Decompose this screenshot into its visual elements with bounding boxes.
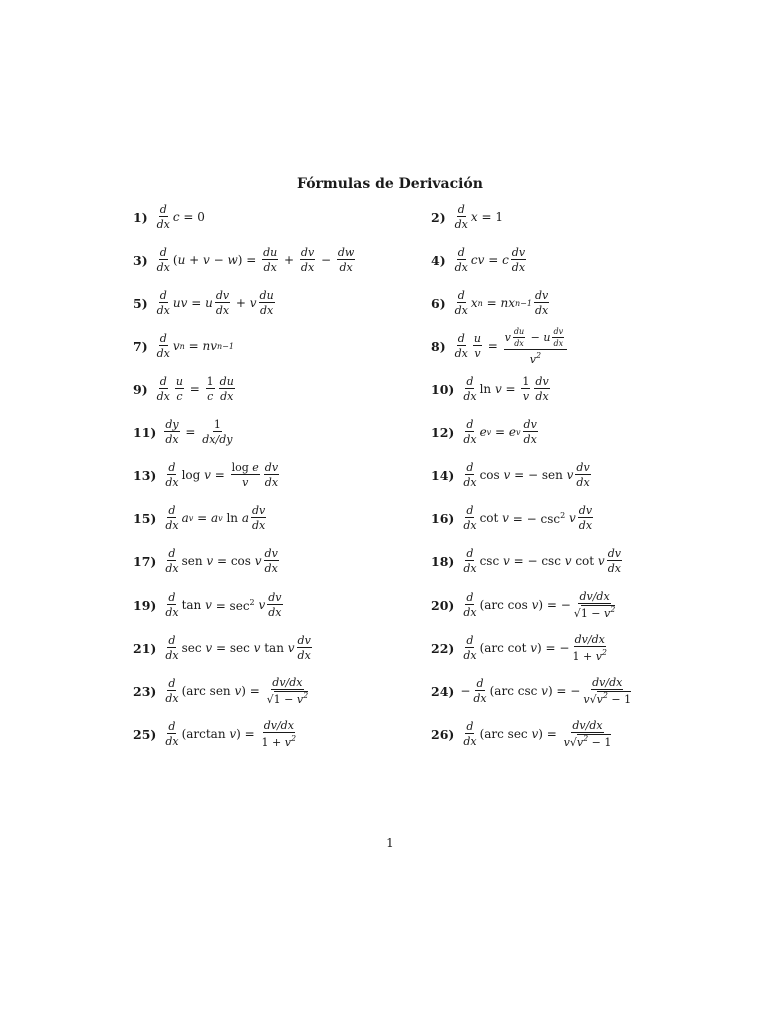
formula-expression: $\frac{d}{dx}$ a v = a v ln a $\frac{dv}{dx}$ [165, 504, 266, 532]
formula-row [0, 286, 768, 320]
formula-expression: $\frac{d}{dx}$ (arctan v ) = $\frac{dv/dx}{1 + v^2}$ [165, 719, 297, 749]
formula-13 [133, 458, 281, 492]
formula-expression: $\frac{d}{dx}$ $\frac{u}{c}$ = $\frac{1}{c}$ $\frac{du}{dx}$ [156, 375, 234, 403]
formula-row [0, 372, 768, 406]
formula-row [0, 458, 768, 492]
formula-expression: $\frac{d}{dx}$ x = 1 [454, 203, 503, 231]
formula-1 [133, 200, 205, 234]
formula-6 [431, 286, 551, 320]
formula-expression: $\frac{d}{dx}$ (arc sec v ) = $\frac{dv/dx}{v√v^2 - 1}$ [463, 719, 612, 749]
formula-expression: $\frac{d}{dx}$ e v = e v $\frac{dv}{dx}$ [463, 418, 537, 446]
formula-expression: $\frac{d}{dx}$ x n = nx n−1 $\frac{dv}{dx}$ [454, 289, 549, 317]
formula-expression: $\frac{d}{dx}$ (arc sen v ) = $\frac{dv/dx}{√1 - v^2}$ [165, 676, 309, 706]
formula-expression: $\frac{d}{dx}$ cot v = − $\csc^2$ v $\frac{dv}{dx}$ [463, 504, 593, 532]
formula-number: 23) [133, 683, 157, 699]
formula-number: 11) [133, 424, 157, 440]
formula-10 [431, 372, 552, 406]
formula-expression: $\frac{d}{dx}$ csc v = − csc v cot v $\frac{dv}{dx}$ [463, 547, 621, 575]
formula-number: 6) [431, 295, 446, 311]
formula-row [0, 544, 768, 578]
formula-number: 25) [133, 726, 157, 742]
formula-expression: $\frac{d}{dx}$ log v = $\frac{\text{log e}}{v}$ $\frac{dv}{dx}$ [165, 461, 279, 489]
formula-number: 18) [431, 553, 455, 569]
formula-number: 16) [431, 510, 455, 526]
formula-number: 21) [133, 640, 157, 656]
formula-number: 1) [133, 209, 148, 225]
formula-2 [431, 200, 503, 234]
formula-expression: $\frac{d}{dx}$ $\frac{u}{v}$ = v $\frac{du}{dx}$ − u $\frac{dv}{dx}$ $v^2$ [452, 328, 569, 365]
formula-12 [431, 415, 540, 449]
formula-row [0, 501, 768, 535]
page-number: 1 [386, 836, 394, 850]
formula-number: 13) [133, 467, 157, 483]
formula-expression: $\frac{d}{dx}$ ( u + v − w ) = $\frac{du}{dx}$ + $\frac{dv}{dx}$ − $\frac{dw}{dx}$ [156, 246, 355, 274]
formula-number: 10) [431, 381, 455, 397]
formula-expression: $\frac{d}{dx}$ uv = u $\frac{dv}{dx}$ + v $\frac{du}{dx}$ [156, 289, 274, 317]
formula-row [0, 674, 768, 708]
formula-number: 3) [133, 252, 148, 268]
formula-number: 4) [431, 252, 446, 268]
formula-number: 14) [431, 467, 455, 483]
formula-18 [431, 544, 624, 578]
formula-8 [431, 326, 569, 366]
formula-number: 5) [133, 295, 148, 311]
formula-expression: $\frac{d}{dx}$ sec v = sec v tan v $\frac{dv}{dx}$ [165, 634, 311, 662]
formula-row [0, 631, 768, 665]
formula-25 [133, 717, 299, 751]
formula-number: 22) [431, 640, 455, 656]
formula-expression: $\frac{d}{dx}$ tan v = $\sec^2$ v $\frac{dv}{dx}$ [165, 591, 282, 619]
formula-number: 12) [431, 424, 455, 440]
formula-number: 24) [431, 683, 455, 699]
formula-22 [431, 631, 610, 665]
formula-number: 20) [431, 597, 455, 613]
formula-expression: $\frac{d}{dx}$ cv = c $\frac{dv}{dx}$ [454, 246, 526, 274]
formula-26 [431, 717, 614, 751]
formula-expression: $\frac{d}{dx}$ c = 0 [156, 203, 205, 231]
formula-number: 19) [133, 597, 157, 613]
formula-row [0, 588, 768, 622]
formula-expression: $\frac{d}{dx}$ ln v = $\frac{1}{v}$ $\frac{dv}{dx}$ [463, 375, 549, 403]
formula-expression: $\frac{d}{dx}$ v n = nv n−1 [156, 332, 234, 360]
formula-15 [133, 501, 268, 535]
formula-9 [133, 372, 237, 406]
formula-expression: $\frac{dy}{dx}$ = $\frac{1}{dx/dy}$ [165, 418, 233, 446]
formula-11 [133, 415, 235, 449]
formula-expression: $\frac{d}{dx}$ sen v = cos v $\frac{dv}{dx}$ [165, 547, 278, 575]
formula-16 [431, 501, 595, 535]
formula-19 [133, 588, 285, 622]
formula-expression: $\frac{d}{dx}$ (arc cos v ) = − $\frac{dv/dx}{√1 - v^2}$ [463, 590, 616, 620]
formula-20 [431, 588, 618, 622]
formula-row [0, 717, 768, 751]
formula-3 [133, 243, 357, 277]
formula-number: 7) [133, 338, 148, 354]
formula-number: 2) [431, 209, 446, 225]
formula-17 [133, 544, 281, 578]
formula-number: 17) [133, 553, 157, 569]
formula-5 [133, 286, 277, 320]
formula-expression: − $\frac{d}{dx}$ (arc csc v ) = − $\frac{dv/dx}{v√v^2 - 1}$ [460, 676, 632, 706]
formula-number: 9) [133, 381, 148, 397]
formula-number: 8) [431, 338, 446, 354]
formula-row [0, 415, 768, 449]
formula-expression: $\frac{d}{dx}$ (arc cot v ) = − $\frac{dv/dx}{1 + v^2}$ [463, 633, 607, 663]
formula-expression: $\frac{d}{dx}$ cos v = − sen v $\frac{dv}{dx}$ [463, 461, 590, 489]
formula-row [0, 326, 768, 366]
page-title: Fórmulas de Derivación [297, 176, 483, 192]
formula-4 [431, 243, 528, 277]
formula-number: 26) [431, 726, 455, 742]
formula-number: 15) [133, 510, 157, 526]
formula-row [0, 200, 768, 234]
formula-24 [431, 674, 634, 708]
formula-7 [133, 329, 234, 363]
formula-23 [133, 674, 311, 708]
formula-14 [431, 458, 593, 492]
formula-21 [133, 631, 314, 665]
formula-row [0, 243, 768, 277]
